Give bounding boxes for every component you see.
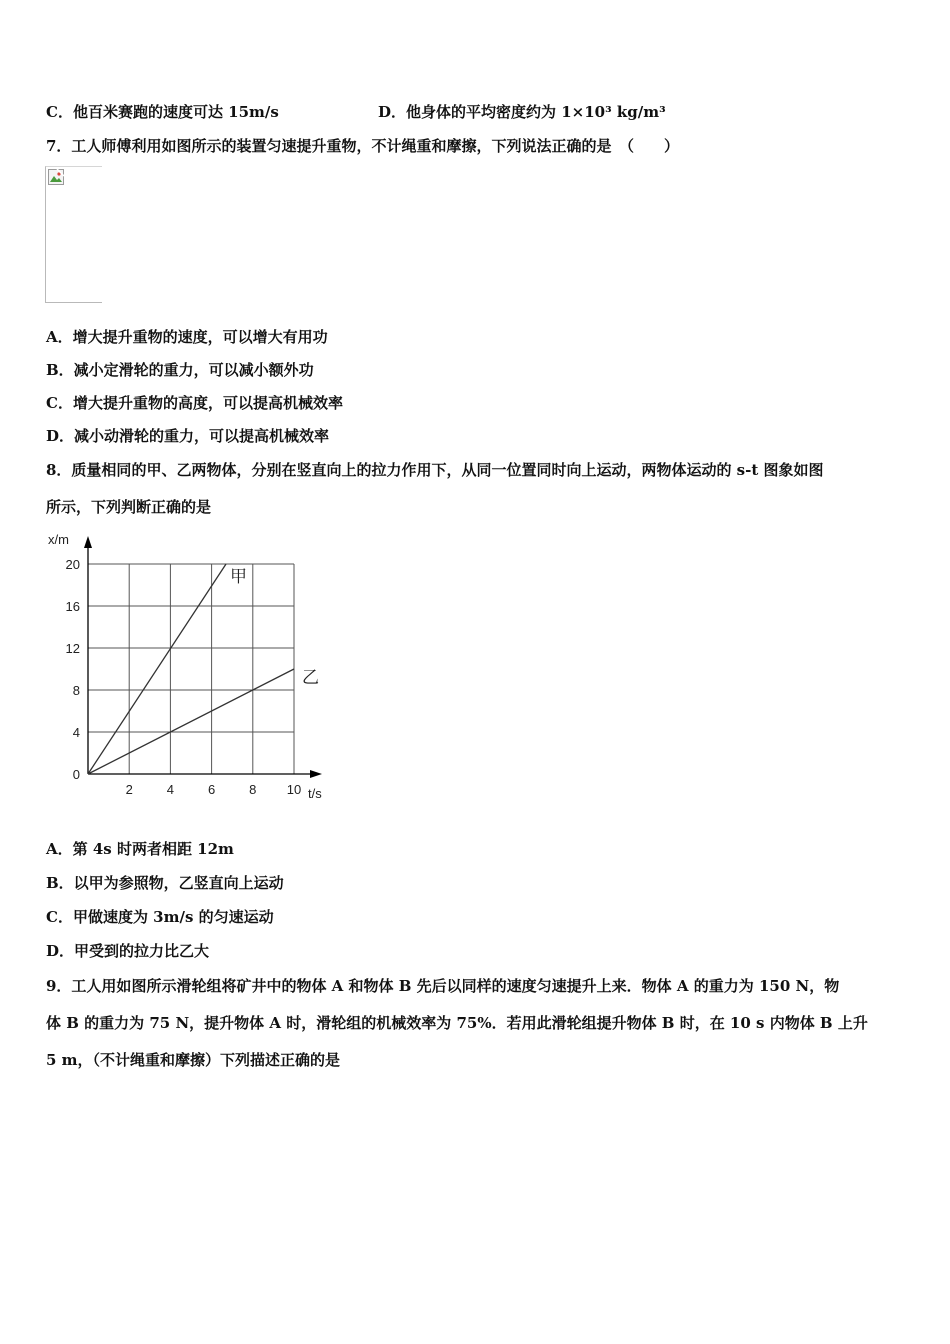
q8-option-c: C．甲做速度为 3m/s 的匀速运动 — [46, 908, 274, 926]
series-line-yi — [88, 669, 294, 774]
q8-stem-line2: 所示，下列判断正确的是 — [46, 498, 212, 516]
q9-stem-line3: 5 m，（不计绳重和摩擦）下列描述正确的是 — [46, 1051, 341, 1069]
q9-stem-line1: 9．工人用如图所示滑轮组将矿井中的物体 A 和物体 B 先后以同样的速度匀速提升上来．物体 A 的重力为 150 N，物 — [46, 977, 840, 995]
chart-series — [88, 564, 319, 774]
series-line-jia — [88, 564, 226, 774]
x-tick-label: 10 — [286, 782, 302, 797]
chart-grid — [88, 564, 294, 774]
x-tick-label: 2 — [125, 782, 133, 797]
y-tick-label: 12 — [65, 641, 80, 656]
q6-option-c-text: 他百米赛跑的速度可达 15m/s — [72, 103, 279, 121]
q6-option-c: C．他百米赛跑的速度可达 15m/s — [46, 103, 279, 121]
x-tick-label: 4 — [166, 782, 175, 797]
x-tick-label: 6 — [207, 782, 216, 797]
q8-option-a: A．第 4s 时两者相距 12m — [46, 840, 234, 858]
y-tick-label: 8 — [72, 683, 80, 698]
x-tick-label: 8 — [249, 782, 257, 797]
q7-option-d: D．减小动滑轮的重力，可以提高机械效率 — [46, 427, 330, 445]
q7-option-a: A．增大提升重物的速度，可以增大有用功 — [46, 328, 328, 346]
y-tick-label: 0 — [72, 767, 80, 782]
q6-option-d: D．他身体的平均密度约为 1×10³ kg/m³ — [378, 103, 666, 121]
st-chart — [40, 528, 340, 808]
q7-stem: 7．工人师傅利用如图所示的装置匀速提升重物，不计绳重和摩擦，下列说法正确的是 （ ） — [46, 137, 679, 155]
y-tick-label: 4 — [72, 725, 80, 740]
x-axis-arrow — [310, 770, 322, 778]
q9-stem-line2: 体 B 的重力为 75 N，提升物体 A 时，滑轮组的机械效率为 75%．若用此滑轮组提升物体 B 时，在 10 s 内物体 B 上升 — [46, 1014, 868, 1032]
q8-option-b: B．以甲为参照物，乙竖直向上运动 — [46, 874, 284, 892]
q8-stem-line1: 8．质量相同的甲、乙两物体，分别在竖直向上的拉力作用下，从同一位置同时向上运动，两物体运动的 s-t 图象如图 — [46, 461, 824, 479]
series-label-jia: 甲 — [230, 567, 248, 586]
q7-figure-placeholder — [45, 166, 102, 303]
q6-option-d-text: 他身体的平均密度约为 1×10³ kg/m³ — [406, 103, 666, 121]
broken-image-icon — [48, 169, 64, 185]
chart-y-label: x/m — [48, 532, 69, 547]
y-tick-label: 16 — [65, 599, 80, 614]
chart-x-label: t/s — [308, 786, 322, 801]
y-axis-arrow — [84, 536, 92, 548]
chart-ticks — [66, 557, 302, 797]
q7-option-b: B．减小定滑轮的重力，可以减小额外功 — [46, 361, 314, 379]
q7-option-c: C．增大提升重物的高度，可以提高机械效率 — [46, 394, 343, 412]
q8-option-d: D．甲受到的拉力比乙大 — [46, 942, 210, 960]
series-label-yi: 乙 — [302, 668, 319, 687]
y-tick-label: 20 — [65, 557, 80, 572]
chart-axes — [84, 536, 322, 778]
